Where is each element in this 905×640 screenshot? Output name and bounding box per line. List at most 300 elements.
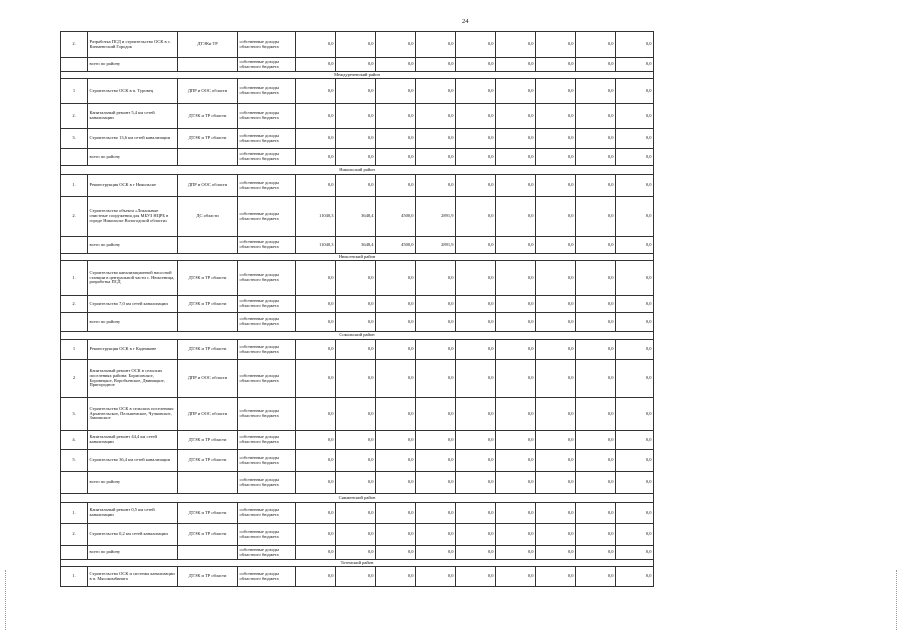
budget-table — [60, 31, 654, 587]
value-cell: 0,0 — [616, 175, 654, 197]
funding-source: собственные доходы областного бюджета — [238, 503, 296, 524]
scan-edge-mark-left — [5, 570, 8, 630]
item-number — [61, 237, 88, 254]
value-cell: 0,0 — [296, 32, 336, 58]
item-number: 2. — [61, 104, 88, 129]
district-name: Никольский район — [61, 166, 654, 175]
executor — [178, 472, 238, 494]
table-row — [61, 104, 654, 129]
value-cell: 0,0 — [456, 398, 496, 431]
value-cell: 0,0 — [336, 340, 376, 360]
executor: ДТЭКи ТР — [178, 32, 238, 58]
value-cell: 0,0 — [496, 129, 536, 149]
value-cell: 0,0 — [296, 503, 336, 524]
value-cell: 0,0 — [616, 546, 654, 560]
value-cell: 0,0 — [496, 197, 536, 237]
value-cell: 0,0 — [616, 503, 654, 524]
value-cell: 0,0 — [336, 313, 376, 332]
table-row — [61, 450, 654, 472]
executor: ДПР и ООС области — [178, 175, 238, 197]
item-number: 2. — [61, 32, 88, 58]
value-cell: 0,0 — [496, 58, 536, 72]
value-cell: 0,0 — [456, 567, 496, 587]
value-cell: 0,0 — [536, 340, 576, 360]
value-cell: 3648,4 — [336, 237, 376, 254]
value-cell: 0,0 — [616, 524, 654, 546]
value-cell: 0,0 — [376, 503, 416, 524]
funding-source: собственные доходы областного бюджета — [238, 32, 296, 58]
value-cell: 0,0 — [376, 524, 416, 546]
executor: ДТЭК и ТР области — [178, 567, 238, 587]
funding-source: собственные доходы областного бюджета — [238, 340, 296, 360]
item-number: 1. — [61, 261, 88, 296]
value-cell: 0,0 — [456, 450, 496, 472]
value-cell: 0,0 — [416, 149, 456, 166]
value-cell: 0,0 — [576, 79, 616, 104]
funding-source: собственные доходы областного бюджета — [238, 313, 296, 332]
item-name: Реконструкция ОСК в г Никольске — [88, 175, 178, 197]
district-name: Сокольский район — [61, 332, 654, 340]
executor: ДТЭК и ТР области — [178, 296, 238, 313]
value-cell: 0,0 — [536, 32, 576, 58]
value-cell: 0,0 — [576, 296, 616, 313]
value-cell: 2891,9 — [416, 197, 456, 237]
funding-source: собственные доходы областного бюджета — [238, 296, 296, 313]
value-cell: 0,0 — [616, 197, 654, 237]
item-name: Разработка ПСД и строительство ОСК в с. Кичменгский Городок — [88, 32, 178, 58]
item-number — [61, 546, 88, 560]
value-cell: 0,0 — [576, 340, 616, 360]
value-cell: 0,0 — [336, 450, 376, 472]
value-cell: 0,0 — [296, 398, 336, 431]
item-number: 1 — [61, 79, 88, 104]
value-cell: 0,0 — [536, 58, 576, 72]
item-name: всего по району — [88, 546, 178, 560]
item-number — [61, 58, 88, 72]
value-cell: 0,0 — [336, 32, 376, 58]
value-cell: 0,0 — [536, 104, 576, 129]
item-number — [61, 149, 88, 166]
value-cell: 0,0 — [416, 431, 456, 450]
funding-source: собственные доходы областного бюджета — [238, 360, 296, 398]
item-name: Строительство 36,4 км сетей канализации — [88, 450, 178, 472]
funding-source: собственные доходы областного бюджета — [238, 261, 296, 296]
value-cell: 0,0 — [616, 360, 654, 398]
value-cell: 0,0 — [456, 79, 496, 104]
value-cell: 0,0 — [416, 296, 456, 313]
value-cell: 0,0 — [456, 104, 496, 129]
value-cell: 0,0 — [416, 567, 456, 587]
item-number: 1 — [61, 340, 88, 360]
value-cell: 0,0 — [336, 398, 376, 431]
value-cell: 0,0 — [416, 450, 456, 472]
district-total-row — [61, 313, 654, 332]
value-cell: 0,0 — [616, 567, 654, 587]
value-cell: 0,0 — [456, 32, 496, 58]
funding-source: собственные доходы областного бюджета — [238, 175, 296, 197]
table-row — [61, 340, 654, 360]
value-cell: 0,0 — [496, 79, 536, 104]
value-cell: 0,0 — [376, 546, 416, 560]
district-total-row — [61, 472, 654, 494]
item-number: 2. — [61, 296, 88, 313]
district-name: Нюксенский район — [61, 254, 654, 261]
value-cell: 0,0 — [536, 503, 576, 524]
value-cell: 0,0 — [456, 237, 496, 254]
value-cell: 0,0 — [496, 237, 536, 254]
value-cell: 0,0 — [496, 546, 536, 560]
executor: ДТЭК и ТР области — [178, 104, 238, 129]
value-cell: 0,0 — [496, 175, 536, 197]
value-cell: 0,0 — [456, 524, 496, 546]
value-cell: 0,0 — [416, 524, 456, 546]
value-cell: 0,0 — [336, 261, 376, 296]
value-cell: 0,0 — [336, 149, 376, 166]
value-cell: 0,0 — [296, 175, 336, 197]
value-cell: 0,0 — [376, 340, 416, 360]
value-cell: 0,0 — [456, 546, 496, 560]
table-row — [61, 431, 654, 450]
table-row — [61, 567, 654, 587]
executor — [178, 237, 238, 254]
value-cell: 0,0 — [376, 58, 416, 72]
value-cell: 0,0 — [456, 296, 496, 313]
table-row — [61, 129, 654, 149]
scan-edge-mark-right — [896, 570, 899, 630]
value-cell: 0,0 — [576, 450, 616, 472]
value-cell: 0,0 — [616, 79, 654, 104]
value-cell: 0,0 — [576, 175, 616, 197]
item-name: Капитальный ремонт 0,5 км сетей канализации — [88, 503, 178, 524]
value-cell: 0,0 — [456, 472, 496, 494]
value-cell: 0,0 — [416, 313, 456, 332]
value-cell: 0,0 — [296, 360, 336, 398]
value-cell: 0,0 — [376, 450, 416, 472]
item-number — [61, 313, 88, 332]
value-cell: 0,0 — [416, 129, 456, 149]
item-number: 1. — [61, 503, 88, 524]
executor: ДТЭК и ТР области — [178, 129, 238, 149]
value-cell: 0,0 — [576, 431, 616, 450]
value-cell: 0,0 — [616, 104, 654, 129]
value-cell: 0,0 — [496, 296, 536, 313]
funding-source: собственные доходы областного бюджета — [238, 546, 296, 560]
value-cell: 0,0 — [496, 261, 536, 296]
value-cell: 0,0 — [456, 149, 496, 166]
value-cell: 0,0 — [536, 398, 576, 431]
executor — [178, 149, 238, 166]
executor: ДТЭК и ТР области — [178, 450, 238, 472]
executor: ДТЭК и ТР области — [178, 431, 238, 450]
district-name: Сямженский район — [61, 494, 654, 503]
value-cell: 0,0 — [616, 313, 654, 332]
district-name: Междуреченский район — [61, 72, 654, 79]
district-section-row — [61, 254, 654, 261]
value-cell: 0,0 — [536, 79, 576, 104]
value-cell: 0,0 — [536, 360, 576, 398]
table-row — [61, 261, 654, 296]
value-cell: 0,0 — [456, 313, 496, 332]
value-cell: 0,0 — [336, 104, 376, 129]
value-cell: 0,0 — [616, 237, 654, 254]
value-cell: 0,0 — [336, 567, 376, 587]
value-cell: 0,0 — [496, 149, 536, 166]
value-cell: 4500,0 — [376, 237, 416, 254]
item-name: Строительство 13,6 км сетей канализации — [88, 129, 178, 149]
value-cell: 0,0 — [416, 104, 456, 129]
value-cell: 0,0 — [576, 32, 616, 58]
value-cell: 0,0 — [616, 296, 654, 313]
item-name: всего по району — [88, 149, 178, 166]
value-cell: 0,0 — [576, 237, 616, 254]
value-cell: 0,0 — [496, 472, 536, 494]
page-number: 24 — [462, 18, 469, 25]
item-name: Строительство ОСК в п. Туровец — [88, 79, 178, 104]
value-cell: 0,0 — [416, 360, 456, 398]
value-cell: 0,0 — [576, 104, 616, 129]
value-cell: 0,0 — [616, 398, 654, 431]
value-cell: 0,0 — [376, 472, 416, 494]
value-cell: 0,0 — [296, 149, 336, 166]
value-cell: 0,0 — [536, 197, 576, 237]
value-cell: 0,0 — [616, 32, 654, 58]
value-cell: 0,0 — [536, 149, 576, 166]
district-section-row — [61, 560, 654, 567]
item-name: Капитальный ремонт ОСК в сельских поселениях района: Борисовское, Боровецкое, Воробьевское, Двиницкое, Пригородное — [88, 360, 178, 398]
item-number — [61, 472, 88, 494]
value-cell: 0,0 — [536, 450, 576, 472]
value-cell: 0,0 — [416, 546, 456, 560]
value-cell: 0,0 — [376, 175, 416, 197]
item-name: всего по району — [88, 472, 178, 494]
table-row — [61, 296, 654, 313]
value-cell: 0,0 — [376, 129, 416, 149]
value-cell: 0,0 — [576, 149, 616, 166]
value-cell: 0,0 — [576, 261, 616, 296]
item-number: 1. — [61, 567, 88, 587]
value-cell: 0,0 — [616, 58, 654, 72]
value-cell: 0,0 — [576, 503, 616, 524]
value-cell: 0,0 — [376, 261, 416, 296]
value-cell: 0,0 — [296, 450, 336, 472]
table-row — [61, 524, 654, 546]
funding-source: собственные доходы областного бюджета — [238, 237, 296, 254]
value-cell: 0,0 — [336, 79, 376, 104]
value-cell: 0,0 — [296, 313, 336, 332]
executor: ДПР и ООС области — [178, 398, 238, 431]
value-cell: 0,0 — [536, 546, 576, 560]
item-name: Строительство 7,0 км сетей канализации — [88, 296, 178, 313]
table-row — [61, 175, 654, 197]
value-cell: 0,0 — [296, 104, 336, 129]
item-number: 2 — [61, 360, 88, 398]
value-cell: 0,0 — [376, 104, 416, 129]
value-cell: 0,0 — [416, 261, 456, 296]
item-name: Капитальный ремонт 44,4 км сетей канализации — [88, 431, 178, 450]
table-row — [61, 79, 654, 104]
value-cell: 0,0 — [576, 197, 616, 237]
value-cell: 0,0 — [456, 58, 496, 72]
funding-source: собственные доходы областного бюджета — [238, 197, 296, 237]
value-cell: 0,0 — [336, 472, 376, 494]
value-cell: 0,0 — [336, 503, 376, 524]
item-name: Реконструкция ОСК в г Кадникове — [88, 340, 178, 360]
value-cell: 0,0 — [296, 472, 336, 494]
value-cell: 0,0 — [496, 360, 536, 398]
item-name: Строительство 0,2 км сетей канализации — [88, 524, 178, 546]
value-cell: 0,0 — [296, 546, 336, 560]
value-cell: 11040,3 — [296, 237, 336, 254]
value-cell: 0,0 — [576, 472, 616, 494]
value-cell: 0,0 — [536, 524, 576, 546]
executor: ДТЭК и ТР области — [178, 261, 238, 296]
value-cell: 0,0 — [336, 546, 376, 560]
value-cell: 0,0 — [376, 79, 416, 104]
item-name: Капитальный ремонт 5,4 км сетей канализации — [88, 104, 178, 129]
value-cell: 0,0 — [616, 129, 654, 149]
value-cell: 0,0 — [376, 296, 416, 313]
funding-source: собственные доходы областного бюджета — [238, 58, 296, 72]
value-cell: 0,0 — [536, 472, 576, 494]
executor: ДТЭК и ТР области — [178, 524, 238, 546]
value-cell: 0,0 — [416, 32, 456, 58]
district-total-row — [61, 58, 654, 72]
item-name: Строительство канализационной насосной станции в центральной части с. Нюксеница, разработка ПСД — [88, 261, 178, 296]
value-cell: 0,0 — [536, 313, 576, 332]
value-cell: 4500,0 — [376, 197, 416, 237]
item-name: Строительство объекта «Локальные очистные сооружения для МБУЗ НЦРБ в городе Никольске Вологодской области» — [88, 197, 178, 237]
table-row — [61, 503, 654, 524]
value-cell: 0,0 — [456, 340, 496, 360]
value-cell: 0,0 — [456, 175, 496, 197]
item-number: 2. — [61, 197, 88, 237]
district-total-row — [61, 546, 654, 560]
value-cell: 0,0 — [376, 149, 416, 166]
district-section-row — [61, 332, 654, 340]
value-cell: 0,0 — [296, 129, 336, 149]
item-name: Строительство ОСК в сельских поселениях: Архангельское, Пельшемское, Чучковское, Замошское — [88, 398, 178, 431]
value-cell: 0,0 — [416, 58, 456, 72]
funding-source: собственные доходы областного бюджета — [238, 472, 296, 494]
value-cell: 0,0 — [376, 398, 416, 431]
value-cell: 0,0 — [456, 261, 496, 296]
district-section-row — [61, 494, 654, 503]
value-cell: 0,0 — [536, 261, 576, 296]
item-number: 4. — [61, 431, 88, 450]
funding-source: собственные доходы областного бюджета — [238, 79, 296, 104]
value-cell: 0,0 — [536, 237, 576, 254]
executor — [178, 313, 238, 332]
value-cell: 11040,3 — [296, 197, 336, 237]
funding-source: собственные доходы областного бюджета — [238, 450, 296, 472]
value-cell: 0,0 — [336, 431, 376, 450]
value-cell: 0,0 — [416, 340, 456, 360]
item-number: 5. — [61, 450, 88, 472]
value-cell: 0,0 — [496, 104, 536, 129]
item-name: всего по району — [88, 313, 178, 332]
value-cell: 0,0 — [576, 398, 616, 431]
item-name: всего по району — [88, 237, 178, 254]
value-cell: 0,0 — [496, 524, 536, 546]
value-cell: 0,0 — [296, 79, 336, 104]
value-cell: 0,0 — [376, 567, 416, 587]
value-cell: 0,0 — [576, 129, 616, 149]
value-cell: 0,0 — [376, 313, 416, 332]
district-total-row — [61, 237, 654, 254]
district-name: Тотемский район — [61, 560, 654, 567]
value-cell: 0,0 — [536, 296, 576, 313]
executor: ДС области — [178, 197, 238, 237]
value-cell: 0,0 — [336, 296, 376, 313]
value-cell: 0,0 — [416, 79, 456, 104]
value-cell: 0,0 — [496, 313, 536, 332]
executor: ДТЭК и ТР области — [178, 503, 238, 524]
funding-source: собственные доходы областного бюджета — [238, 104, 296, 129]
table-row — [61, 197, 654, 237]
value-cell: 0,0 — [616, 472, 654, 494]
value-cell: 0,0 — [456, 503, 496, 524]
value-cell: 0,0 — [416, 175, 456, 197]
executor: ДПР и ООС области — [178, 79, 238, 104]
value-cell: 0,0 — [536, 567, 576, 587]
value-cell: 0,0 — [616, 450, 654, 472]
value-cell: 0,0 — [296, 58, 336, 72]
item-name: всего по району — [88, 58, 178, 72]
executor: ДТЭК и ТР области — [178, 340, 238, 360]
item-number: 3. — [61, 398, 88, 431]
value-cell: 0,0 — [576, 360, 616, 398]
value-cell: 0,0 — [296, 567, 336, 587]
value-cell: 0,0 — [496, 398, 536, 431]
table-row — [61, 398, 654, 431]
district-section-row — [61, 166, 654, 175]
item-number: 2. — [61, 524, 88, 546]
executor — [178, 546, 238, 560]
value-cell: 0,0 — [416, 503, 456, 524]
item-number: 1. — [61, 175, 88, 197]
value-cell: 0,0 — [336, 58, 376, 72]
value-cell: 0,0 — [496, 431, 536, 450]
value-cell: 0,0 — [616, 431, 654, 450]
value-cell: 0,0 — [376, 32, 416, 58]
value-cell: 0,0 — [496, 340, 536, 360]
value-cell: 0,0 — [336, 129, 376, 149]
value-cell: 0,0 — [336, 175, 376, 197]
district-total-row — [61, 149, 654, 166]
value-cell: 0,0 — [576, 313, 616, 332]
value-cell: 0,0 — [536, 431, 576, 450]
value-cell: 0,0 — [576, 546, 616, 560]
value-cell: 0,0 — [616, 340, 654, 360]
value-cell: 0,0 — [456, 360, 496, 398]
value-cell: 0,0 — [376, 431, 416, 450]
funding-source: собственные доходы областного бюджета — [238, 129, 296, 149]
funding-source: собственные доходы областного бюджета — [238, 524, 296, 546]
value-cell: 0,0 — [496, 567, 536, 587]
table-body — [61, 32, 654, 587]
value-cell: 0,0 — [496, 32, 536, 58]
value-cell: 0,0 — [296, 340, 336, 360]
funding-source: собственные доходы областного бюджета — [238, 398, 296, 431]
funding-source: собственные доходы областного бюджета — [238, 149, 296, 166]
value-cell: 0,0 — [496, 503, 536, 524]
value-cell: 0,0 — [336, 360, 376, 398]
value-cell: 0,0 — [456, 431, 496, 450]
value-cell: 0,0 — [496, 450, 536, 472]
value-cell: 0,0 — [576, 524, 616, 546]
value-cell: 0,0 — [456, 197, 496, 237]
value-cell: 0,0 — [416, 472, 456, 494]
